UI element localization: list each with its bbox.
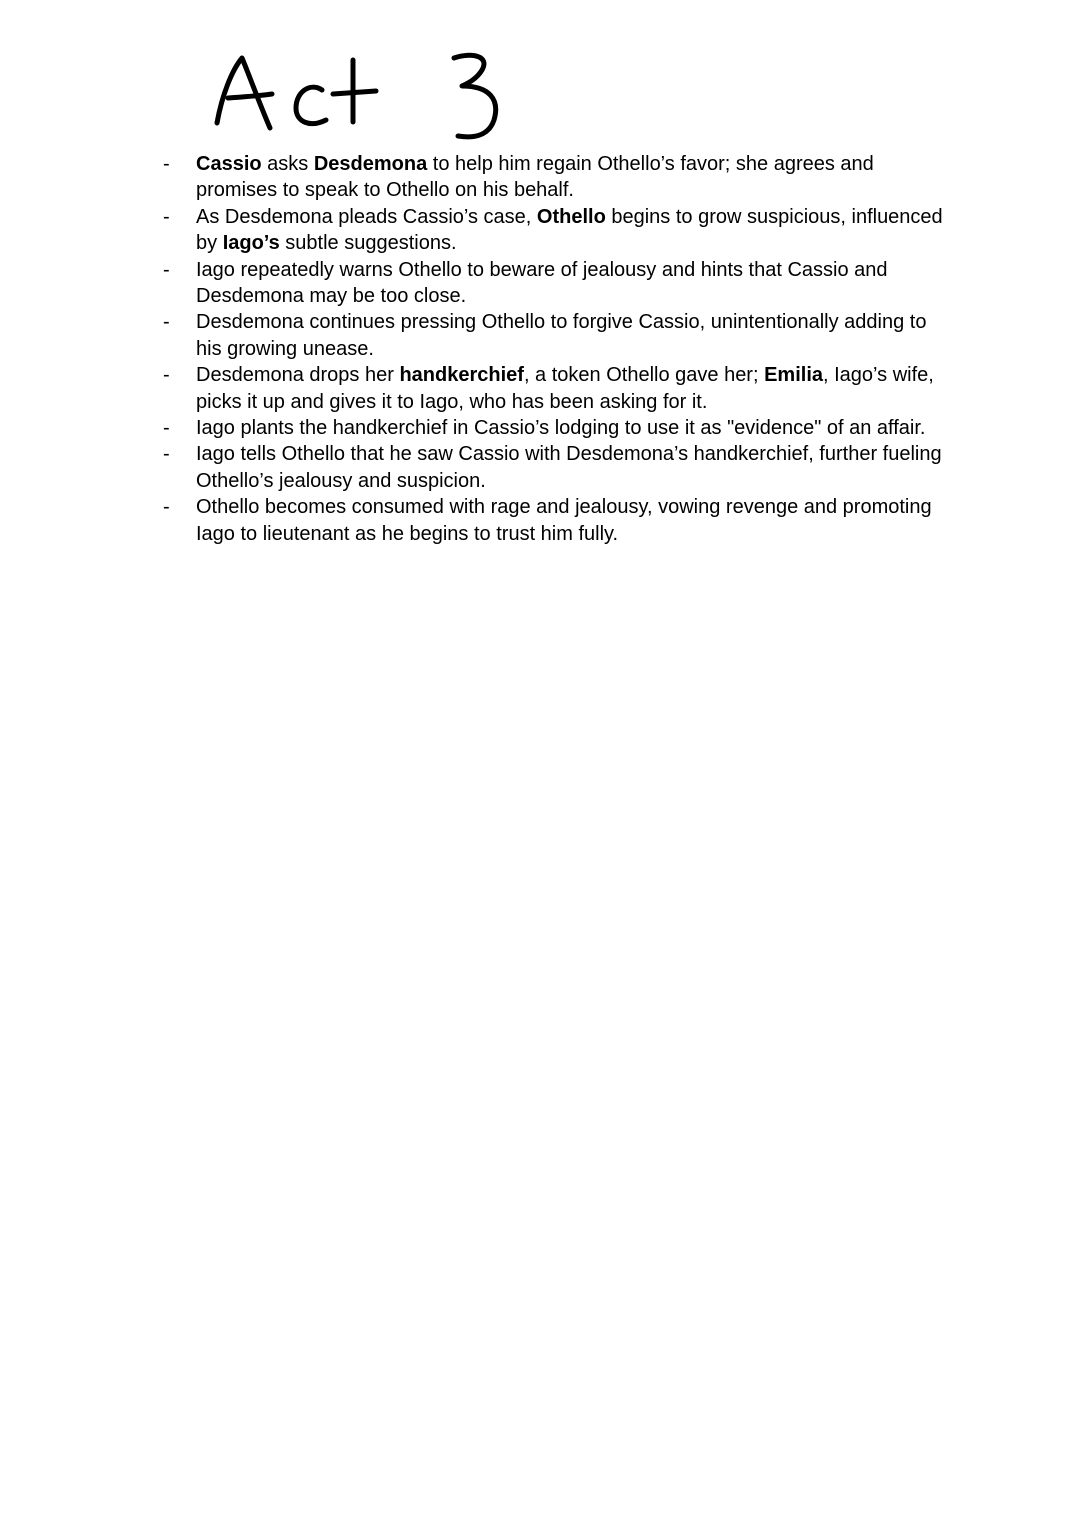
list-marker: - xyxy=(163,364,170,387)
list-item-text: Iago repeatedly warns Othello to beware of jealousy and hints that Cassio and Desdemona may be too close. xyxy=(196,258,888,308)
list-marker: - xyxy=(163,496,170,519)
list-marker: - xyxy=(163,311,170,334)
list-marker: - xyxy=(163,205,170,228)
list-item xyxy=(160,309,950,362)
list-item xyxy=(160,415,950,441)
list-marker: - xyxy=(163,443,170,466)
list-item-text: Cassio asks Desdemona to help him regain Othello’s favor; she agrees and promises to speak to Othello on his behalf. xyxy=(196,153,874,202)
list-item-text: Iago tells Othello that he saw Cassio with Desdemona’s handkerchief, further fueling Othello’s jealousy and suspicion. xyxy=(196,443,942,492)
list-item xyxy=(160,494,950,547)
list-marker: - xyxy=(163,153,170,175)
handwritten-title-drawing xyxy=(200,40,520,155)
list-item-text: Iago plants the handkerchief in Cassio’s lodging to use it as "evidence" of an affair. xyxy=(196,417,926,440)
list-item xyxy=(160,257,950,310)
list-item-text: Othello becomes consumed with rage and jealousy, vowing revenge and promoting Iago to lieutenant as he begins to trust him fully. xyxy=(196,496,932,545)
list-item-text: As Desdemona pleads Cassio’s case, Othello begins to grow suspicious, influenced by Iago’s subtle suggestions. xyxy=(196,205,943,255)
summary-list xyxy=(160,151,950,547)
list-item-text: Desdemona continues pressing Othello to forgive Cassio, unintentionally adding to his growing unease. xyxy=(196,311,927,360)
list-item xyxy=(160,441,950,494)
list-marker: - xyxy=(163,258,170,281)
list-marker: - xyxy=(163,417,170,440)
list-item xyxy=(160,362,950,415)
list-item xyxy=(160,151,950,204)
list-item xyxy=(160,204,950,257)
list-item-text: Desdemona drops her handkerchief, a token Othello gave her; Emilia, Iago’s wife, picks it up and gives it to Iago, who has been asking for it. xyxy=(196,364,934,413)
